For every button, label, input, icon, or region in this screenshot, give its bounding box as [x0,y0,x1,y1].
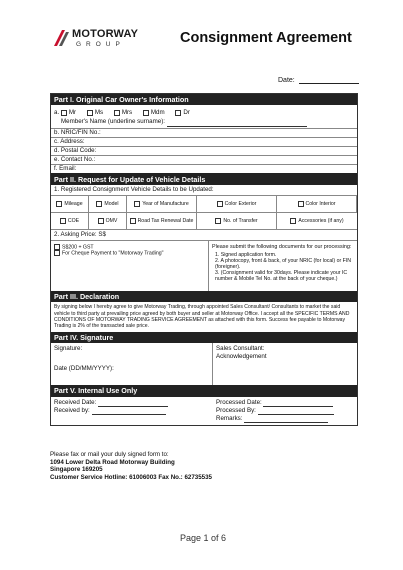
salutation-mrs[interactable]: Mrs [114,109,132,116]
part1-header: Part I. Original Car Owner's Information [51,94,357,105]
payment-option-fee[interactable]: S$200 + GST [54,244,205,250]
checkbox-icon[interactable] [298,201,304,207]
part5-header: Part V. Internal Use Only [51,385,357,396]
salutation-mdm[interactable]: Mdm [143,109,165,116]
payment-options [51,241,209,291]
option-mileage[interactable]: Mileage [51,196,89,213]
checkbox-icon[interactable] [130,218,136,224]
page-number: Page 1 of 6 [180,533,227,543]
part4-header: Part IV. Signature [51,332,357,343]
salutation-mr[interactable]: Mr [61,109,76,116]
documents-title: Please submit the following documents for our processing: [212,243,352,250]
date-field[interactable] [278,76,359,84]
part2-intro: 1. Registered Consignment Vehicle Details to be Updated: [54,185,214,193]
checkbox-icon[interactable] [60,218,66,224]
checkbox-icon[interactable] [98,218,104,224]
option-omv[interactable]: OMV [89,213,127,230]
signature-date-field[interactable]: Date (DD/MM/YYYY): [54,365,114,373]
internal-section [51,397,357,425]
option-year[interactable]: Year of Manufacture [127,196,197,213]
checkbox-icon[interactable] [87,110,93,116]
vehicle-details-grid [51,195,357,230]
member-name-line[interactable] [167,120,307,127]
page-title: Consignment Agreement [180,30,352,46]
logo-sub: GROUP [76,41,125,48]
payment-option-cheque[interactable]: For Cheque Payment to "Motorway Trading" [54,250,205,256]
processed-by-field[interactable]: Processed By: [216,407,354,415]
motorway-logo [54,28,144,54]
salutation-prefix: a. [54,109,60,117]
option-color-interior[interactable]: Color Interior [277,196,357,213]
payment-docs-section [51,240,357,291]
contact-no-field[interactable]: e. Contact No.: [51,155,357,164]
option-accessories[interactable]: Accessories (if any) [277,213,357,230]
email-field[interactable]: f. Email: [51,164,357,173]
member-name-row[interactable] [51,117,357,128]
option-model[interactable]: Model [89,196,127,213]
acknowledgement-label: Acknowledgement [216,353,267,361]
postal-code-field[interactable]: d. Postal Code: [51,146,357,155]
checkbox-icon[interactable] [134,201,140,207]
document-item: 2. A photocopy, front & back, of your NRIC (for local) or FIN (foreigner). [215,257,351,270]
consignment-form [50,93,358,426]
address-field[interactable]: c. Address: [51,137,357,146]
received-by-field[interactable]: Received by: [54,407,210,415]
option-road-tax[interactable]: Road Tax Renewal Date [127,213,197,230]
checkbox-icon[interactable] [217,201,223,207]
option-coe[interactable]: COE [51,213,89,230]
option-transfers[interactable]: No. of Transfer [197,213,277,230]
part3-header: Part III. Declaration [51,291,357,302]
declaration-text: By signing below I hereby agree to give Motorway Trading, through appointed Sales Consultant/ Consultants to market the said vehicle to third party at prevailing price agreed by both buyer and seller at Motorway Office. I accept all the SPECIFIC TERMS AND CONDITIONS OF MOTORWAY TRADING SERVICE AGREEMENT as attached with this form. Success fee payable to Motorway Trading is 2% of the transacted sale price. [54,304,350,330]
checkbox-icon[interactable] [96,201,102,207]
checkbox-icon[interactable] [215,218,221,224]
document-item: 1. Signed application form. [215,251,277,258]
checkbox-icon[interactable] [175,110,181,116]
checkbox-icon[interactable] [54,250,60,256]
option-color-exterior[interactable]: Color Exterior [197,196,277,213]
date-line[interactable] [299,76,359,84]
document-item: 3. (Consignment valid for 30days. Please indicate your IC number & Mobile Tel No. at the back of your cheque.) [215,269,348,282]
footer-postal: Singapore 169205 [50,466,103,474]
footer-hotline: Customer Service Hotline: 61006003 Fax No.: 62735535 [50,473,212,481]
salutation-row [51,105,357,117]
checkbox-icon[interactable] [290,218,296,224]
contact-footer [50,451,212,481]
asking-price-field[interactable]: 2. Asking Price: S$ [54,230,106,238]
remarks-field[interactable]: Remarks: [216,415,354,423]
received-date-field[interactable]: Received Date: [54,399,210,407]
date-label: Date: [278,77,295,84]
footer-instruction: Please fax or mail your duly signed form to: [50,451,169,458]
logo-name: MOTORWAY [72,28,139,40]
required-documents [209,241,357,291]
nric-field[interactable]: b. NRIC/FIN No.: [51,128,357,137]
checkbox-icon[interactable] [61,110,67,116]
footer-address: 1094 Lower Delta Road Motorway Building [50,458,175,466]
checkbox-icon[interactable] [56,201,62,207]
logo-mark-icon [54,30,70,46]
salutation-ms[interactable]: Ms [87,109,103,116]
salutation-dr[interactable]: Dr [175,109,190,116]
processed-date-field[interactable]: Processed Date: [216,399,354,407]
part2-header: Part II. Request for Update of Vehicle Details [51,173,357,184]
sales-consultant-field[interactable]: Sales Consultant: [216,345,265,353]
signature-field[interactable]: Signature: [54,345,83,353]
signature-section [51,343,357,385]
checkbox-icon[interactable] [114,110,120,116]
checkbox-icon[interactable] [143,110,149,116]
member-name-label: Member's Name (underline surname): [61,118,166,126]
checkbox-icon[interactable] [54,244,60,250]
